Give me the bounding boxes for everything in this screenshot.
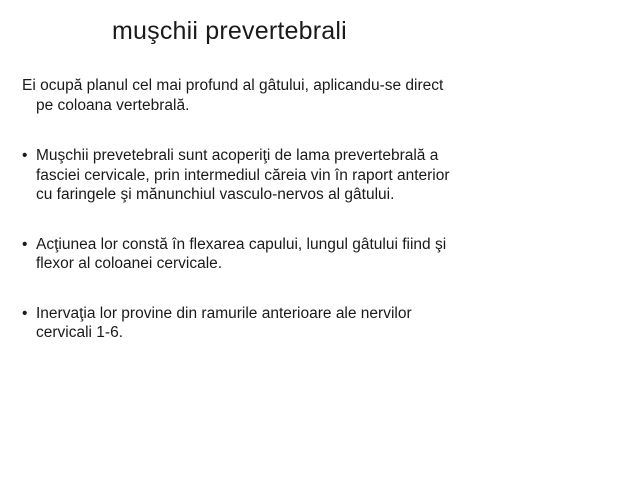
bullet-line: cervicali 1-6. [36, 324, 123, 341]
bullet-line: flexor al coloanei cervicale. [36, 255, 223, 272]
bullet-dot-icon: • [22, 235, 28, 253]
bullet-dot-icon: • [22, 147, 28, 164]
slide-title: muşchii prevertebrali [112, 17, 347, 45]
bullet-line: cu faringele şi mănunchiul vasculo-nervos al gâtului. [36, 186, 395, 203]
bullet-dot-icon: • [22, 304, 28, 322]
intro-line: Ei ocupă planul cel mai profund al gâtului, aplicandu-se direct [22, 77, 444, 94]
bullet-line: Inervaţia lor provine din ramurile anterioare ale nervilor [36, 304, 412, 322]
bullet-item [22, 304, 522, 343]
slide-body [22, 76, 522, 373]
bullet-item [22, 235, 522, 274]
intro-paragraph [22, 76, 522, 115]
intro-line: pe coloana vertebrală. [36, 96, 190, 114]
bullet-line: Muşchii prevetebrali sunt acoperiţi de lama prevertebrală a [36, 147, 439, 164]
bullet-line: Acţiunea lor constă în flexarea capului, lungul gâtului fiind şi [36, 235, 447, 253]
bullet-item [22, 146, 522, 205]
bullet-line: fasciei cervicale, prin intermediul căreia vin în raport anterior [36, 166, 450, 184]
